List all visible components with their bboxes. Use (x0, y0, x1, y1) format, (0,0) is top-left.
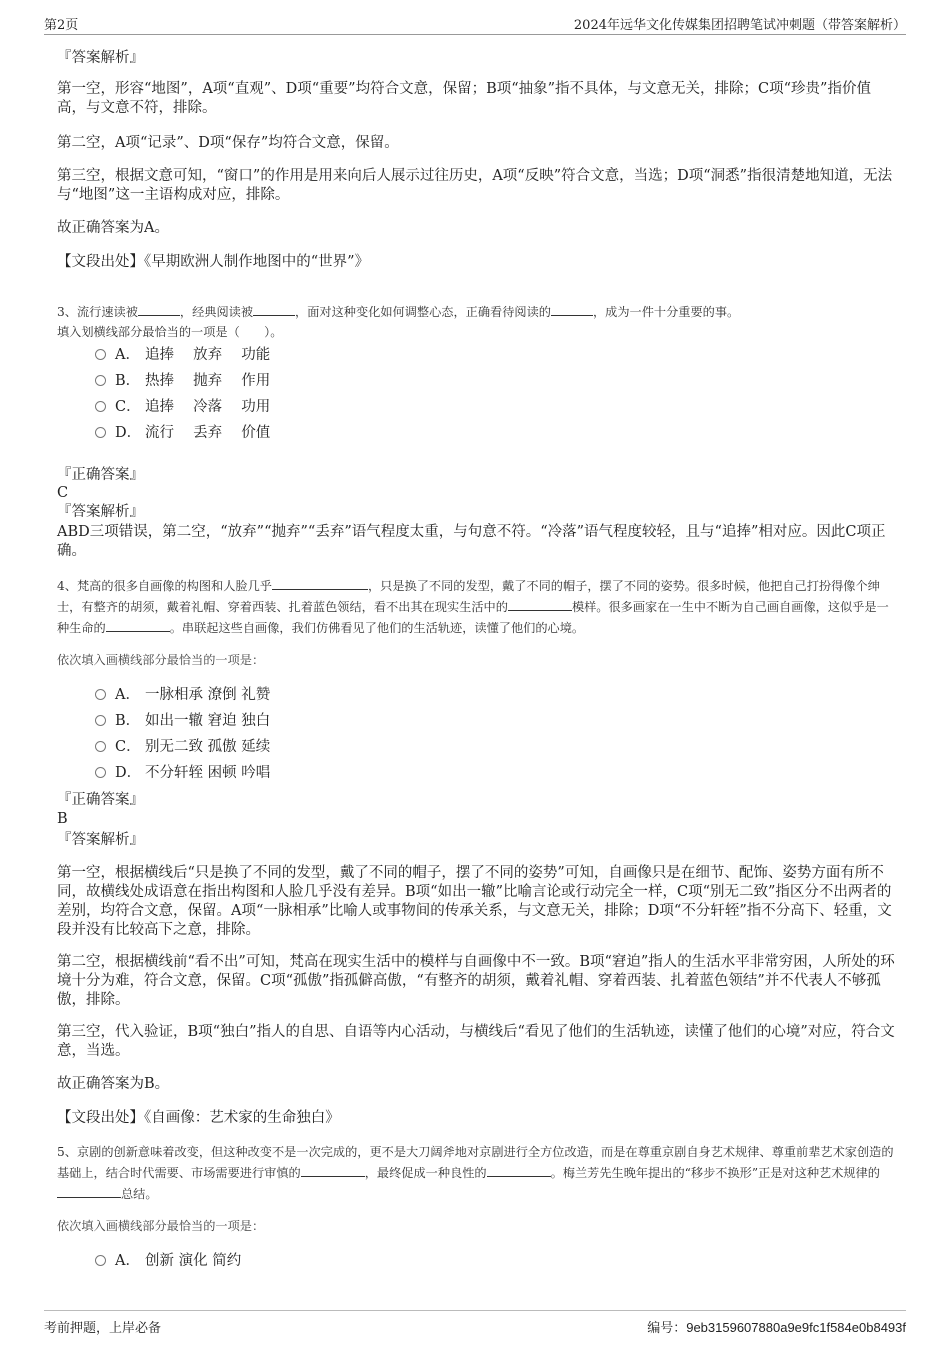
radio-icon[interactable] (95, 689, 106, 700)
page-header (44, 10, 906, 35)
option-a[interactable]: A． 一脉相承 潦倒 礼赞 (95, 682, 270, 708)
radio-icon[interactable] (95, 427, 106, 438)
q3-analysis-label: 『答案解析』 (57, 504, 144, 520)
page-footer (44, 1310, 906, 1337)
q3-stem: 3、流行速读被 ，经典阅读被 ，面对这种变化如何调整心态，正确看待阅读的 ，成为一件十分重要的事。 (57, 305, 740, 319)
radio-icon[interactable] (95, 375, 106, 386)
radio-icon[interactable] (95, 767, 106, 778)
option-a[interactable]: A． 创新 演化 简约 (95, 1248, 241, 1274)
q2-analysis-p1: 第一空，形容“地图”，A项“直观”、D项“重要”均符合文意，保留；B项“抽象”指不具体，与文意无关，排除；C项“珍贵”指价值高，与文意不符，排除。 (57, 81, 871, 116)
footer-slogan: 考前押题，上岸必备 (44, 1321, 162, 1336)
document-title: 2024年远华文化传媒集团招聘笔试冲刺题（带答案解析） (573, 18, 906, 33)
option-d[interactable]: D． 不分轩轾 困顿 吟唱 (95, 760, 270, 786)
option-c[interactable]: C． 追捧 冷落 功用 (95, 394, 270, 420)
option-b[interactable]: B． 如出一辙 窘迫 独白 (95, 708, 270, 734)
q4-analysis-p2: 第二空，根据横线前“看不出”可知，梵高在现实生活中的模样与自画像中不一致。B项“窘迫”指人的生活水平非常穷困，人所处的环境十分为难，符合文意，保留。C项“孤傲”指孤僻高傲，“有整齐的胡须，戴着礼帽、穿着西装、扎着蓝色领结”并不代表人不够孤傲，排除。 (57, 954, 895, 1008)
q4-analysis-p3: 第三空，代入验证，B项“独白”指人的自思、自语等内心活动，与横线后“看见了他们的生活轨迹，读懂了他们的心境”对应，符合文意，当选。 (57, 1024, 895, 1059)
radio-icon[interactable] (95, 1255, 106, 1266)
blank (301, 1164, 365, 1177)
q2-analysis-p3: 第三空，根据文意可知，“窗口”的作用是用来向后人展示过往历史，A项“反映”符合文意，当选；D项“洞悉”指很清楚地知道，无法与“地图”这一主语构成对应，排除。 (57, 168, 893, 203)
blank (272, 577, 368, 590)
q4-analysis-label: 『答案解析』 (57, 832, 144, 848)
q3-analysis: ABD三项错误，第二空，“放弃”“抛弃”“丢弃”语气程度太重，与句意不符。“冷落”语气程度较轻，且与“追捧”相对应。因此C项正确。 (57, 524, 886, 559)
q5-stem: 5、京剧的创新意味着改变，但这种改变不是一次完成的，更不是大刀阔斧地对京剧进行全方位改造，而是在尊重京剧自身艺术规律、尊重前辈艺术家创造的基础上，结合时代需要、市场需要进行审慎的 ，最终促成一种良性的 。梅兰芳先生晚年提出的“移步不换形”正是对这种艺术规律的总结。 (57, 1145, 894, 1201)
blank (57, 1185, 121, 1198)
radio-icon[interactable] (95, 741, 106, 752)
q3-instruction: 填入划横线部分最恰当的一项是（ ）。 (57, 325, 283, 339)
q2-analysis-label: 『答案解析』 (57, 50, 144, 66)
option-c[interactable]: C． 别无二致 孤傲 延续 (95, 734, 270, 760)
q4-answer-statement: 故正确答案为B。 (57, 1076, 170, 1092)
q4-answer: B (57, 811, 68, 827)
page-number: 第2页 (44, 18, 79, 33)
q4-stem: 4、梵高的很多自画像的构图和人脸几乎 ，只是换了不同的发型，戴了不同的帽子，摆了不同的姿势。很多时候，他把自己打扮得像个绅士，有整齐的胡须，戴着礼帽、穿着西装、扎着蓝色领结，看不出其在现实生活中的 模样。很多画家在一生中不断为自己画自画像，这似乎是一种生命的 。串联起这些自画像，我们仿佛看见了他们的生活轨迹，读懂了他们的心境。 (57, 579, 889, 635)
q3-answer: C (57, 485, 69, 501)
radio-icon[interactable] (95, 349, 106, 360)
q2-analysis-p2: 第二空，A项“记录”、D项“保存”均符合文意，保留。 (57, 135, 399, 151)
blank (138, 303, 180, 316)
radio-icon[interactable] (95, 715, 106, 726)
q2-source: 【文段出处】《早期欧洲人制作地图中的“世界”》 (57, 254, 370, 270)
blank (551, 303, 593, 316)
blank (106, 619, 170, 632)
q4-options (95, 682, 270, 786)
q5-options (95, 1248, 241, 1274)
blank (253, 303, 295, 316)
q5-instruction: 依次填入画横线部分最恰当的一项是： (57, 1219, 265, 1233)
q3-answer-label: 『正确答案』 (57, 467, 144, 483)
q4-answer-label: 『正确答案』 (57, 792, 144, 808)
option-b[interactable]: B． 热捧 抛弃 作用 (95, 368, 270, 394)
radio-icon[interactable] (95, 401, 106, 412)
option-a[interactable]: A． 追捧 放弃 功能 (95, 342, 270, 368)
option-d[interactable]: D． 流行 丢弃 价值 (95, 420, 270, 446)
q4-source: 【文段出处】《自画像：艺术家的生命独白》 (57, 1110, 340, 1126)
document-id: 编号：9eb3159607880a9e9fc1f584e0b8493f (647, 1320, 906, 1335)
q4-instruction: 依次填入画横线部分最恰当的一项是： (57, 653, 265, 667)
blank (487, 1164, 551, 1177)
q3-options (95, 342, 270, 446)
blank (508, 598, 572, 611)
q4-analysis-p1: 第一空，根据横线后“只是换了不同的发型，戴了不同的帽子，摆了不同的姿势”可知，自画像只是在细节、配饰、姿势方面有所不同，故横线处成语意在指出构图和人脸几乎没有差异。B项“如出一辙”比喻言论或行动完全一样，C项“别无二致”指区分不出两者的差别，均符合文意，保留。A项“一脉相承”比喻人或事物间的传承关系，与文意无关，排除；D项“不分轩轾”指不分高下、轻重，文段并没有比较高下之意，排除。 (57, 865, 892, 938)
q2-answer-statement: 故正确答案为A。 (57, 220, 169, 236)
